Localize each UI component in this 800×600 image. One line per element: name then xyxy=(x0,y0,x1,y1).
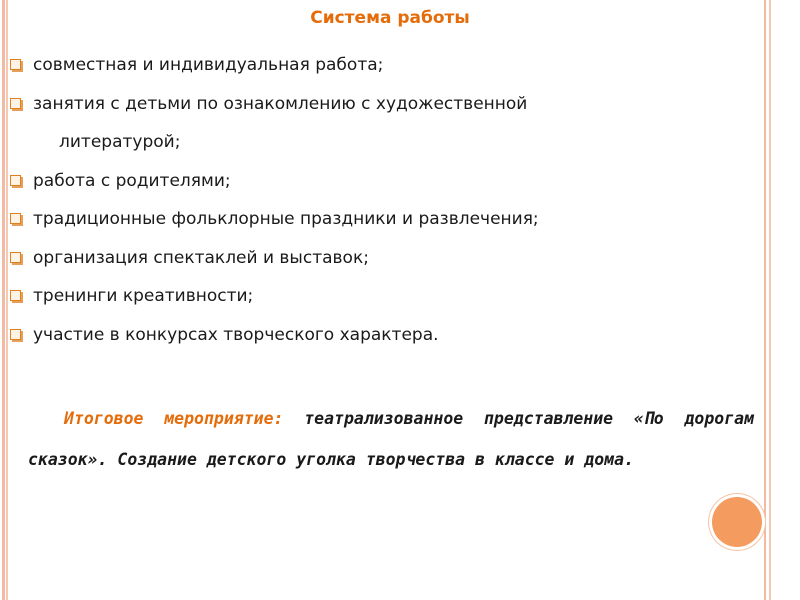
final-event-paragraph xyxy=(28,398,754,480)
list-item-text: совместная и индивидуальная работа; xyxy=(33,55,384,75)
final-event-label: Итоговое мероприятие: xyxy=(64,409,284,428)
square-bullet-icon xyxy=(10,98,21,109)
list-item-continuation: литературой; xyxy=(59,132,181,152)
list-item-text: занятия с детьми по ознакомлению с художественной xyxy=(33,93,528,114)
list-item-text: участие в конкурсах творческого характера. xyxy=(33,324,439,345)
list-item-text: организация спектаклей и выставок; xyxy=(33,247,369,268)
square-bullet-icon xyxy=(10,329,21,340)
square-bullet-icon xyxy=(10,290,21,301)
final-event-text: театрализованное представление «По дорогам сказок». Создание детского уголка творчества в классе и дома. xyxy=(28,409,754,469)
decorative-circle xyxy=(712,497,762,547)
left-decorative-rail xyxy=(2,0,5,600)
right-decorative-rail-inner xyxy=(769,0,771,600)
right-decorative-rail xyxy=(764,0,766,600)
list-item-text: тренинги креативности; xyxy=(33,286,254,306)
left-decorative-rail-inner xyxy=(6,0,8,600)
square-bullet-icon xyxy=(10,213,21,224)
list-item-text: традиционные фольклорные праздники и развлечения; xyxy=(33,209,539,229)
slide-title: Система работы xyxy=(310,8,470,28)
square-bullet-icon xyxy=(10,59,21,70)
list-item-text: работа с родителями; xyxy=(33,170,231,191)
square-bullet-icon xyxy=(10,252,21,263)
square-bullet-icon xyxy=(10,175,21,186)
